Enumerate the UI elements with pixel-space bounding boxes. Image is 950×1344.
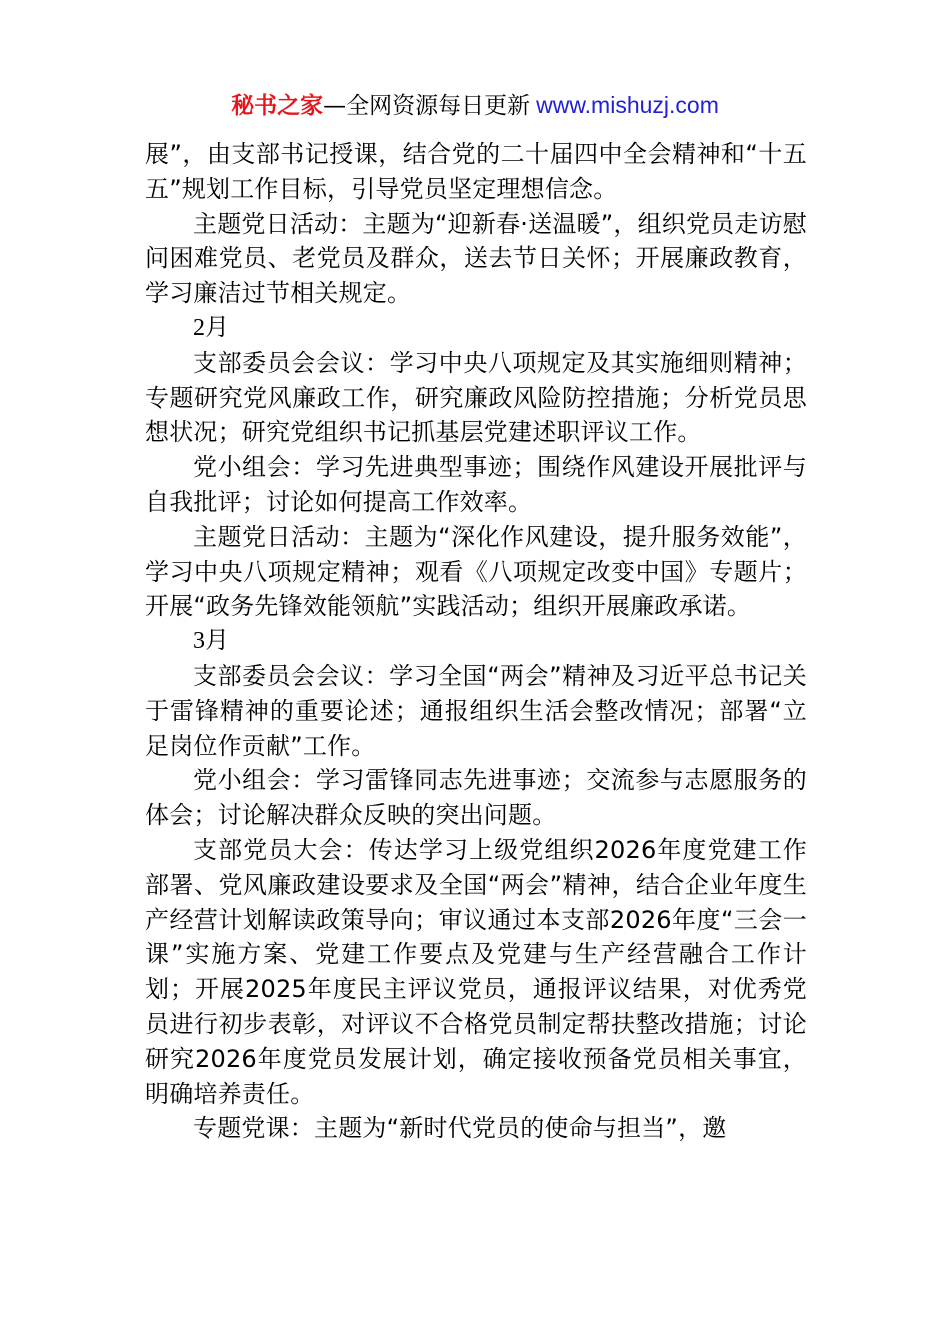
paragraph: 党小组会：学习先进典型事迹；围绕作风建设开展批评与自我批评；讨论如何提高工作效率。: [145, 453, 807, 516]
site-url-link[interactable]: www.mishuzj.com: [536, 92, 719, 118]
site-header: [0, 88, 950, 123]
site-tagline: —全网资源每日更新: [323, 93, 531, 119]
document-body: [145, 137, 807, 1146]
paragraph: 主题党日活动：主题为“迎新春·送温暖”，组织党员走访慰问困难党员、老党员及群众，送去节日关怀；开展廉政教育，学习廉洁过节相关规定。: [145, 209, 807, 308]
paragraph: 支部党员大会：传达学习上级党组织2026年度党建工作部署、党风廉政建设要求及全国“两会”精神，结合企业年度生产经营计划解读政策导向；审议通过本支部2026年度“三会一课”实施方案、党建工作要点及党建与生产经营融合工作计划；开展2025年度民主评议党员，通报评议结果，对优秀党员进行初步表彰，对评议不合格党员制定帮扶整改措施；讨论研究2026年度党员发展计划，确定接收预备党员相关事宜，明确培养责任。: [145, 835, 807, 1108]
paragraph: 展”，由支部书记授课，结合党的二十届四中全会精神和“十五五”规划工作目标，引导党员坚定理想信念。: [145, 140, 807, 203]
paragraph: 专题党课：主题为“新时代党员的使命与担当”，邀: [193, 1114, 727, 1143]
month-heading: 3月: [193, 628, 229, 655]
brand-name: 秘书之家: [231, 93, 324, 119]
month-heading: 2月: [193, 314, 229, 341]
paragraph: 支部委员会会议：学习中央八项规定及其实施细则精神；专题研究党风廉政工作，研究廉政风险防控措施；分析党员思想状况；研究党组织书记抓基层党建述职评议工作。: [145, 348, 807, 447]
paragraph: 支部委员会会议：学习全国“两会”精神及习近平总书记关于雷锋精神的重要论述；通报组织生活会整改情况；部署“立足岗位作贡献”工作。: [145, 661, 807, 760]
paragraph: 主题党日活动：主题为“深化作风建设，提升服务效能”，学习中央八项规定精神；观看《八项规定改变中国》专题片；开展“政务先锋效能领航”实践活动；组织开展廉政承诺。: [145, 522, 807, 621]
paragraph: 党小组会：学习雷锋同志先进事迹；交流参与志愿服务的体会；讨论解决群众反映的突出问题。: [145, 766, 807, 830]
